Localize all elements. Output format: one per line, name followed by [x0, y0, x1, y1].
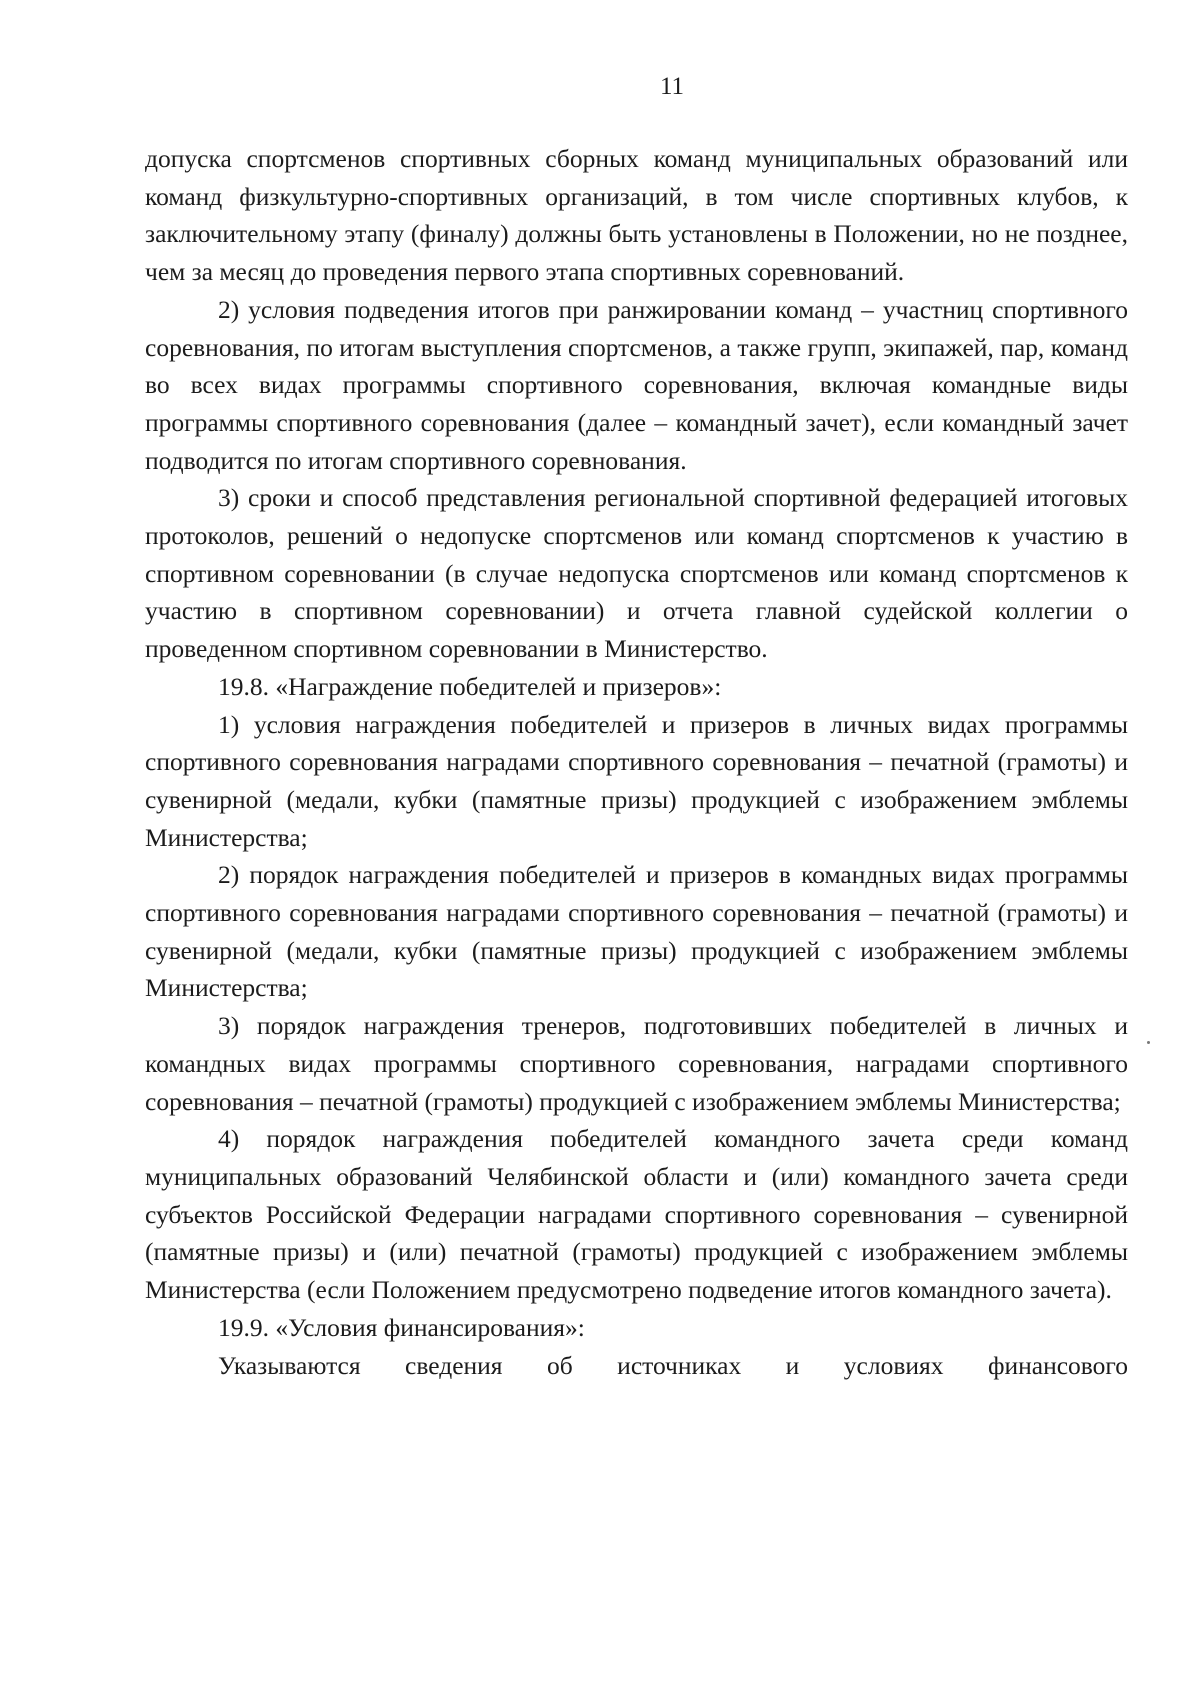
section-heading-19-9: 19.9. «Условия финансирования»:	[218, 1312, 585, 1342]
paragraph-item-2: 2) условия подведения итогов при ранжировании команд – участниц спортивного соревнования, по итогам выступления спортсменов, а также групп, экипажей, пар, команд во всех видах программы спортивного соревнования, включая командные виды программы спортивного соревнования (далее – командный зачет), если командный зачет подводится по итогам спортивного соревнования.	[145, 294, 1128, 475]
paragraph-award-item-2: 2) порядок награждения победителей и призеров в командных видах программы спортивного соревнования наградами спортивного соревнования – печатной (грамоты) и сувенирной (медали, кубки (памятные призы) продукцией с изображением эмблемы Министерства;	[145, 860, 1128, 1003]
paragraph-award-item-3: 3) порядок награждения тренеров, подготовивших победителей в личных и командных видах программы спортивного соревнования, наградами спортивного соревнования – печатной (грамоты) продукцией с изображением эмблемы Министерства;	[145, 1011, 1128, 1116]
section-heading-19-8: 19.8. «Награждение победителей и призеров»:	[218, 671, 722, 701]
document-body	[145, 140, 1128, 1384]
paragraph-financing: Указываются сведения об источниках и условиях финансового	[218, 1350, 1128, 1380]
scan-speck-mark	[1147, 1041, 1150, 1044]
page-number: 11	[659, 73, 685, 100]
paragraph-continuation: допуска спортсменов спортивных сборных команд муниципальных образований или команд физкультурно-спортивных организаций, в том числе спортивных клубов, к заключительному этапу (финалу) должны быть установлены в Положении, но не позднее, чем за месяц до проведения первого этапа спортивных соревнований.	[145, 144, 1128, 287]
paragraph-award-item-4: 4) порядок награждения победителей командного зачета среди команд муниципальных образований Челябинской области и (или) командного зачета среди субъектов Российской Федерации наградами спортивного соревнования – сувенирной (памятные призы) и (или) печатной (грамоты) продукцией с изображением эмблемы Министерства (если Положением предусмотрено подведение итогов командного зачета).	[145, 1124, 1128, 1305]
paragraph-award-item-1: 1) условия награждения победителей и призеров в личных видах программы спортивного соревнования наградами спортивного соревнования – печатной (грамоты) и сувенирной (медали, кубки (памятные призы) продукцией с изображением эмблемы Министерства;	[145, 709, 1128, 852]
paragraph-item-3: 3) сроки и способ представления региональной спортивной федерацией итоговых протоколов, решений о недопуске спортсменов или команд спортсменов к участию в спортивном соревновании (в случае недопуска спортсменов или команд спортсменов к участию в спортивном соревновании) и отчета главной судейской коллегии о проведенном спортивном соревновании в Министерство.	[145, 483, 1128, 664]
